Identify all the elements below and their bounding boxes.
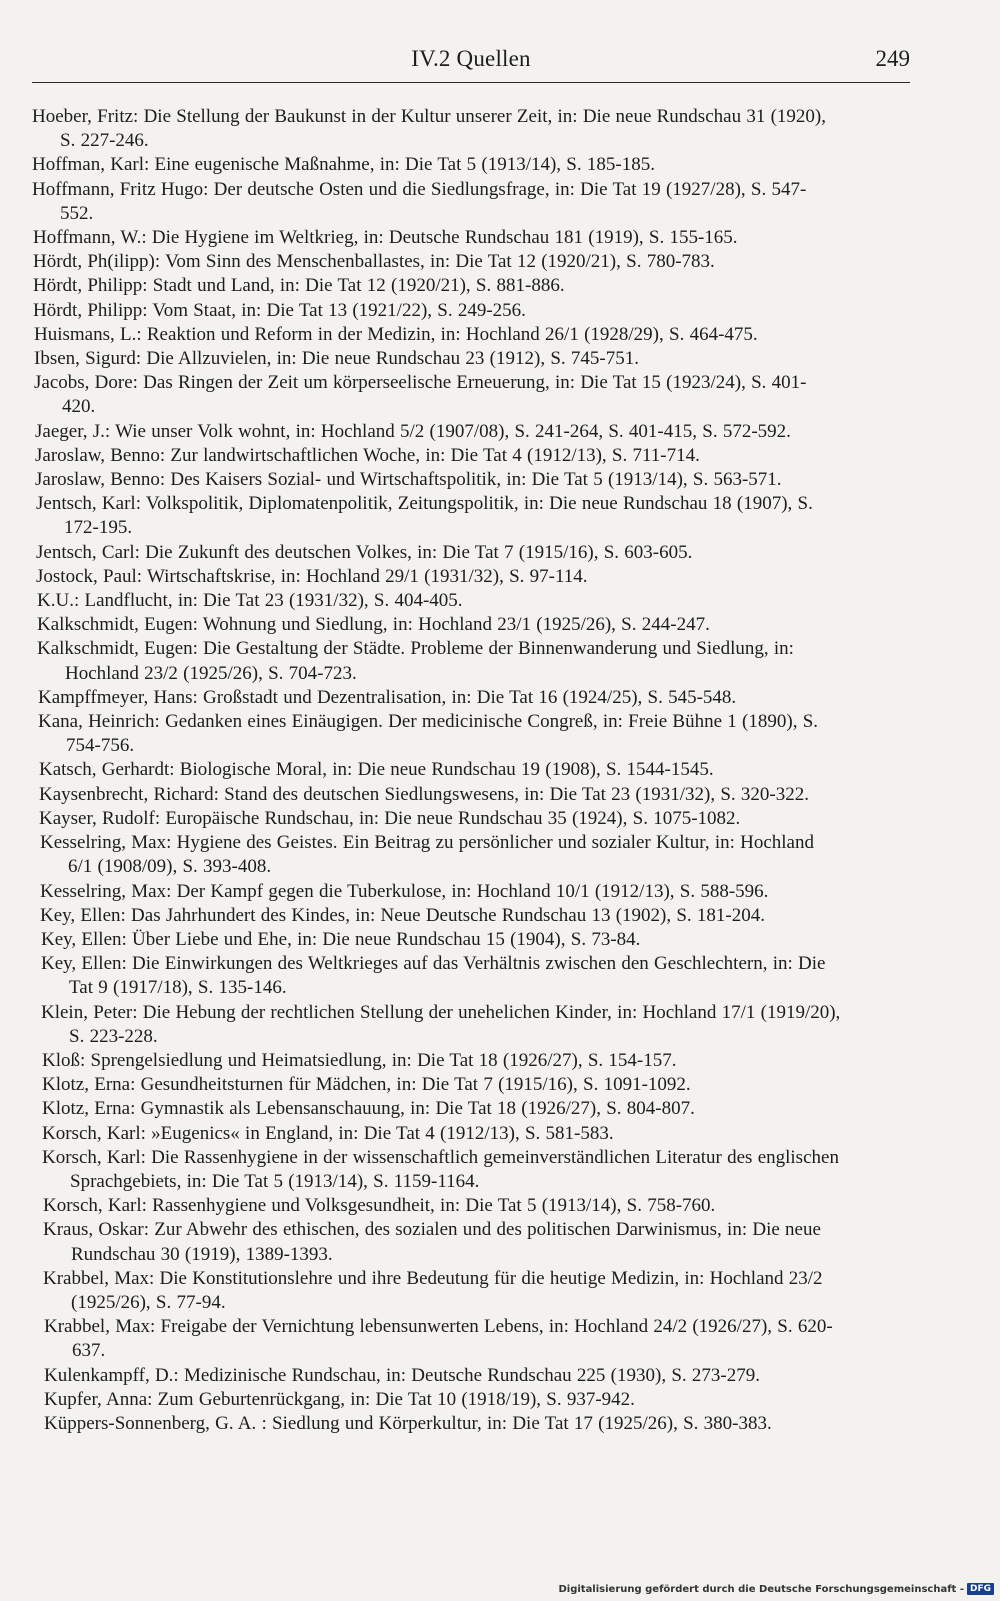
entry-first-line: Kesselring, Max: Hygiene des Geistes. Ein Beitrag zu persönlicher und sozialer Kultur, in: Hochland	[40, 832, 814, 854]
entry-continuation: S. 223-228.	[69, 1025, 158, 1047]
entry-first-line: Hoffmann, Fritz Hugo: Der deutsche Osten und die Siedlungsfrage, in: Die Tat 19 (1927/28), S. 547-	[32, 178, 807, 200]
entry-first-line: Kalkschmidt, Eugen: Wohnung und Siedlung, in: Hochland 23/1 (1925/26), S. 244-247.	[37, 614, 710, 636]
entry-first-line: Key, Ellen: Die Einwirkungen des Weltkrieges auf das Verhältnis zwischen den Geschlechtern, in: Die	[41, 953, 826, 975]
entry-first-line: Jentsch, Karl: Volkspolitik, Diplomatenpolitik, Zeitungspolitik, in: Die neue Rundschau 18 (1907), S.	[36, 493, 813, 515]
bibliography-entry	[43, 1218, 940, 1266]
bibliography-entry	[37, 613, 940, 637]
bibliography-entry	[39, 807, 940, 831]
bibliography-entry	[32, 105, 940, 153]
entry-first-line: Korsch, Karl: Rassenhygiene und Volksgesundheit, in: Die Tat 5 (1913/14), S. 758-760.	[43, 1195, 716, 1217]
bibliography-entry	[40, 831, 940, 879]
bibliography-entry	[36, 541, 940, 565]
bibliography-entry	[37, 589, 940, 613]
entry-continuation: 754-756.	[66, 735, 135, 757]
dfg-logo: DFG	[967, 1583, 994, 1595]
entry-first-line: Kaysenbrecht, Richard: Stand des deutschen Siedlungswesens, in: Die Tat 23 (1931/32), S. 320-322.	[39, 783, 809, 805]
section-title: IV.2 Quellen	[411, 46, 531, 71]
entry-first-line: Kulenkampff, D.: Medizinische Rundschau, in: Deutsche Rundschau 225 (1930), S. 273-279.	[44, 1364, 760, 1386]
bibliography-entry	[42, 1146, 940, 1194]
bibliography-entry	[44, 1412, 940, 1436]
entry-continuation: 172-195.	[64, 517, 133, 539]
entry-first-line: Jostock, Paul: Wirtschaftskrise, in: Hochland 29/1 (1931/32), S. 97-114.	[36, 565, 588, 587]
entry-first-line: Key, Ellen: Über Liebe und Ehe, in: Die neue Rundschau 15 (1904), S. 73-84.	[41, 928, 641, 950]
entry-first-line: Hördt, Philipp: Stadt und Land, in: Die Tat 12 (1920/21), S. 881-886.	[33, 275, 565, 297]
bibliography-entry	[44, 1315, 940, 1363]
entry-first-line: Jaeger, J.: Wie unser Volk wohnt, in: Hochland 5/2 (1907/08), S. 241-264, S. 401-415, S. 572-592.	[35, 420, 791, 442]
bibliography-entry	[37, 637, 940, 685]
entry-first-line: Kupfer, Anna: Zum Geburtenrückgang, in: Die Tat 10 (1918/19), S. 937-942.	[44, 1388, 635, 1410]
bibliography-entry	[33, 250, 940, 274]
bibliography-entry	[39, 758, 940, 782]
entry-first-line: Korsch, Karl: »Eugenics« in England, in: Die Tat 4 (1912/13), S. 581-583.	[42, 1122, 614, 1144]
entry-first-line: Kalkschmidt, Eugen: Die Gestaltung der Städte. Probleme der Binnenwanderung und Siedlung, in:	[37, 638, 794, 660]
entry-continuation: 420.	[62, 396, 96, 418]
bibliography-entry	[41, 928, 940, 952]
bibliography-entry	[44, 1388, 940, 1412]
entry-first-line: Kayser, Rudolf: Europäische Rundschau, in: Die neue Rundschau 35 (1924), S. 1075-1082.	[39, 807, 741, 829]
entry-first-line: Krabbel, Max: Die Konstitutionslehre und ihre Bedeutung für die heutige Medizin, in: Hochland 23/2	[43, 1267, 823, 1289]
footer-text: Digitalisierung gefördert durch die Deutsche Forschungsgemeinschaft -	[558, 1583, 964, 1595]
bibliography-entry	[32, 153, 940, 177]
entry-first-line: Katsch, Gerhardt: Biologische Moral, in: Die neue Rundschau 19 (1908), S. 1544-1545.	[39, 759, 714, 781]
bibliography-entry	[44, 1364, 940, 1388]
entry-continuation: 637.	[72, 1340, 106, 1362]
bibliography-entry	[41, 952, 940, 1000]
entry-first-line: Jaroslaw, Benno: Zur landwirtschaftlichen Woche, in: Die Tat 4 (1912/13), S. 711-714.	[35, 444, 700, 466]
bibliography-entry	[43, 1267, 940, 1315]
bibliography-entry	[40, 880, 940, 904]
entry-first-line: Huismans, L.: Reaktion und Reform in der Medizin, in: Hochland 26/1 (1928/29), S. 464-475.	[34, 323, 758, 345]
entry-continuation: Sprachgebiets, in: Die Tat 5 (1913/14), S. 1159-1164.	[70, 1170, 480, 1192]
bibliography-entry	[42, 1073, 940, 1097]
bibliography-entry	[38, 710, 940, 758]
running-header	[32, 42, 910, 83]
bibliography-entry	[33, 274, 940, 298]
entry-first-line: Hoffmann, W.: Die Hygiene im Weltkrieg, in: Deutsche Rundschau 181 (1919), S. 155-165.	[33, 227, 738, 249]
bibliography-entry	[34, 371, 940, 419]
bibliography-entry	[39, 783, 940, 807]
digitization-footer	[558, 1583, 994, 1595]
bibliography-list	[0, 105, 1000, 1436]
entry-continuation: Hochland 23/2 (1925/26), S. 704-723.	[65, 662, 357, 684]
entry-first-line: Kesselring, Max: Der Kampf gegen die Tuberkulose, in: Hochland 10/1 (1912/13), S. 588-596.	[40, 880, 769, 902]
bibliography-entry	[33, 299, 940, 323]
bibliography-entry	[32, 178, 940, 226]
bibliography-entry	[35, 420, 940, 444]
entry-first-line: Klotz, Erna: Gymnastik als Lebensanschauung, in: Die Tat 18 (1926/27), S. 804-807.	[42, 1098, 695, 1120]
entry-first-line: Kraus, Oskar: Zur Abwehr des ethischen, des sozialen und des politischen Darwinismus, in: Die neue	[43, 1219, 821, 1241]
bibliography-entry	[36, 565, 940, 589]
entry-first-line: Key, Ellen: Das Jahrhundert des Kindes, in: Neue Deutsche Rundschau 13 (1902), S. 181-204.	[40, 904, 766, 926]
entry-first-line: Hördt, Philipp: Vom Staat, in: Die Tat 13 (1921/22), S. 249-256.	[33, 299, 526, 321]
bibliography-entry	[41, 1001, 940, 1049]
entry-first-line: Küppers-Sonnenberg, G. A. : Siedlung und Körperkultur, in: Die Tat 17 (1925/26), S. 380-383.	[44, 1412, 772, 1434]
entry-first-line: Kampffmeyer, Hans: Großstadt und Dezentralisation, in: Die Tat 16 (1924/25), S. 545-548.	[38, 686, 737, 708]
bibliography-entry	[35, 444, 940, 468]
bibliography-entry	[43, 1194, 940, 1218]
bibliography-entry	[34, 323, 940, 347]
bibliography-entry	[42, 1049, 940, 1073]
bibliography-entry	[42, 1097, 940, 1121]
entry-continuation: Rundschau 30 (1919), 1389-1393.	[71, 1243, 333, 1265]
entry-continuation: 6/1 (1908/09), S. 393-408.	[68, 856, 272, 878]
bibliography-entry	[33, 226, 940, 250]
entry-first-line: Klein, Peter: Die Hebung der rechtlichen Stellung der unehelichen Kinder, in: Hochland 17/1 (1919/20),	[41, 1001, 841, 1023]
entry-first-line: Korsch, Karl: Die Rassenhygiene in der wissenschaftlich gemeinverständlichen Literatur des englischen	[42, 1146, 839, 1168]
page-number: 249	[875, 46, 910, 71]
entry-first-line: Klotz, Erna: Gesundheitsturnen für Mädchen, in: Die Tat 7 (1915/16), S. 1091-1092.	[42, 1074, 691, 1096]
bibliography-entry	[34, 347, 940, 371]
entry-continuation: Tat 9 (1917/18), S. 135-146.	[69, 977, 287, 999]
entry-first-line: Krabbel, Max: Freigabe der Vernichtung lebensunwerten Lebens, in: Hochland 24/2 (1926/27), S. 620-	[44, 1316, 833, 1338]
entry-continuation: 552.	[60, 202, 94, 224]
bibliography-entry	[36, 492, 940, 540]
bibliography-entry	[35, 468, 940, 492]
entry-first-line: Kloß: Sprengelsiedlung und Heimatsiedlung, in: Die Tat 18 (1926/27), S. 154-157.	[42, 1049, 677, 1071]
entry-first-line: Kana, Heinrich: Gedanken eines Einäugigen. Der medicinische Congreß, in: Freie Bühne 1 (1890), S.	[38, 711, 819, 733]
entry-first-line: Jentsch, Carl: Die Zukunft des deutschen Volkes, in: Die Tat 7 (1915/16), S. 603-605.	[36, 541, 693, 563]
entry-first-line: Hoeber, Fritz: Die Stellung der Baukunst in der Kultur unserer Zeit, in: Die neue Rundschau 31 (1920),	[32, 106, 826, 127]
entry-continuation: (1925/26), S. 77-94.	[71, 1291, 226, 1313]
entry-first-line: Jaroslaw, Benno: Des Kaisers Sozial- und Wirtschaftspolitik, in: Die Tat 5 (1913/14), S. 563-571.	[35, 469, 782, 491]
entry-first-line: Hoffman, Karl: Eine eugenische Maßnahme, in: Die Tat 5 (1913/14), S. 185-185.	[32, 154, 655, 176]
entry-continuation: S. 227-246.	[60, 130, 149, 152]
entry-first-line: Ibsen, Sigurd: Die Allzuvielen, in: Die neue Rundschau 23 (1912), S. 745-751.	[34, 348, 639, 370]
bibliography-entry	[42, 1122, 940, 1146]
bibliography-entry	[40, 904, 940, 928]
entry-first-line: K.U.: Landflucht, in: Die Tat 23 (1931/32), S. 404-405.	[37, 590, 463, 612]
bibliography-entry	[38, 686, 940, 710]
entry-first-line: Jacobs, Dore: Das Ringen der Zeit um körperseelische Erneuerung, in: Die Tat 15 (1923/24), S. 401-	[34, 372, 807, 394]
entry-first-line: Hördt, Ph(ilipp): Vom Sinn des Menschenballastes, in: Die Tat 12 (1920/21), S. 780-783.	[33, 251, 715, 273]
